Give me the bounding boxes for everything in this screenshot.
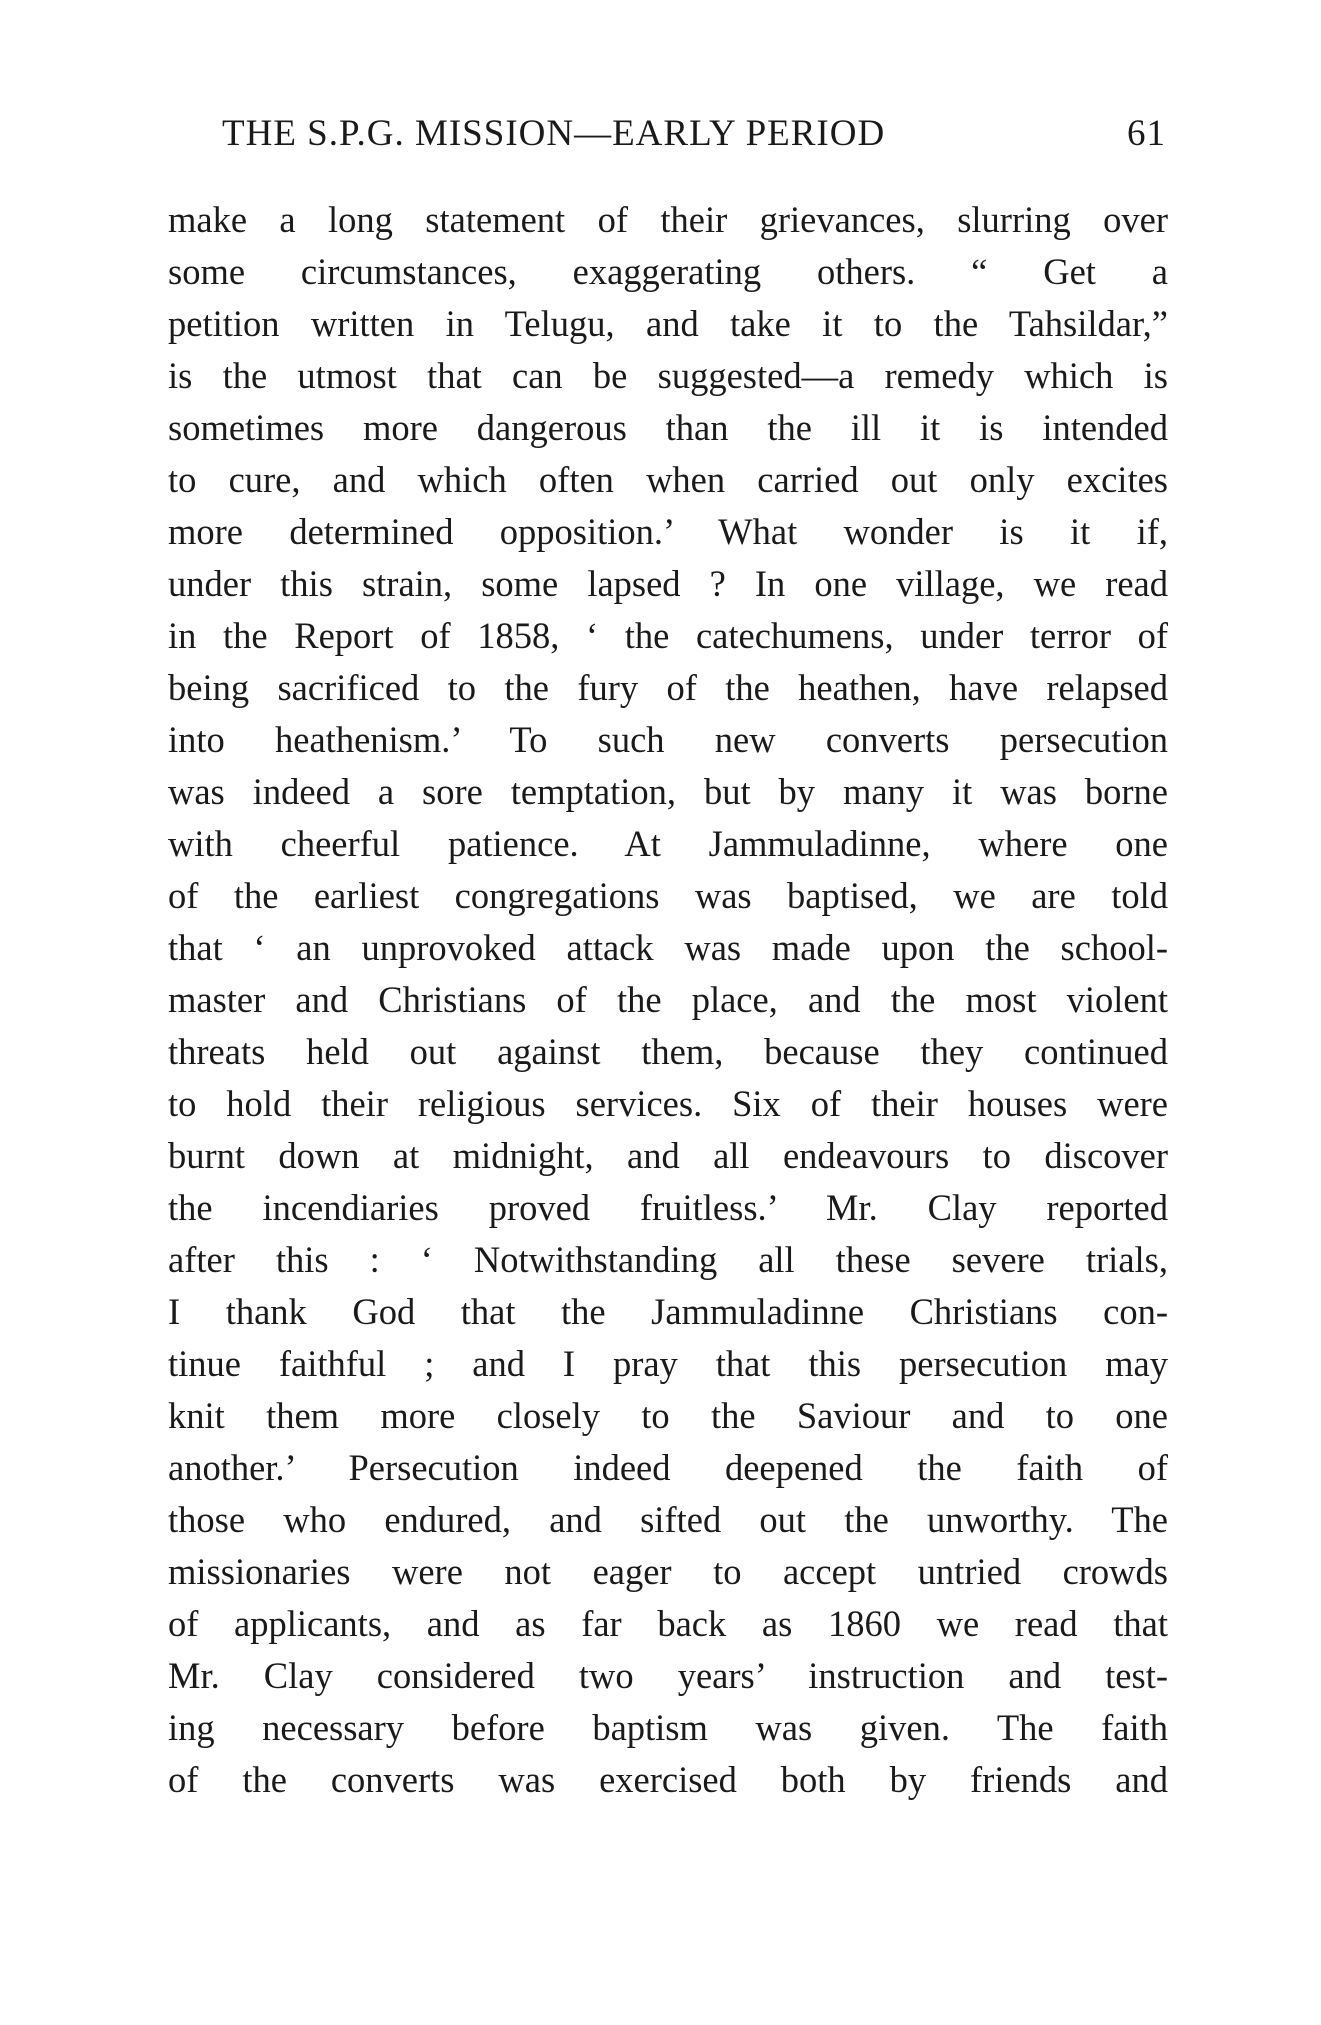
text-line: to hold their religious services. Six of their houses were	[168, 1083, 1168, 1124]
body-text	[168, 194, 1168, 1806]
text-line: ing necessary before baptism was given. The faith	[168, 1707, 1168, 1748]
text-line: that ‘ an unprovoked attack was made upon the school-	[168, 927, 1168, 968]
text-line: another.’ Persecution indeed deepened the faith of	[168, 1447, 1168, 1488]
text-line: was indeed a sore temptation, but by many it was borne	[168, 771, 1168, 812]
text-line: master and Christians of the place, and the most violent	[168, 979, 1168, 1020]
text-line: under this strain, some lapsed ? In one village, we read	[168, 563, 1168, 604]
text-line: in the Report of 1858, ‘ the catechumens, under terror of	[168, 615, 1168, 656]
text-line: is the utmost that can be suggested—a remedy which is	[168, 355, 1168, 396]
text-line: to cure, and which often when carried out only excites	[168, 459, 1168, 500]
text-line: tinue faithful ; and I pray that this persecution may	[168, 1343, 1168, 1384]
text-line: missionaries were not eager to accept untried crowds	[168, 1551, 1168, 1592]
text-line: burnt down at midnight, and all endeavours to discover	[168, 1135, 1168, 1176]
text-line: threats held out against them, because they continued	[168, 1031, 1168, 1072]
text-line: make a long statement of their grievances, slurring over	[168, 199, 1168, 240]
text-line: after this : ‘ Notwithstanding all these severe trials,	[168, 1239, 1168, 1280]
text-line: of applicants, and as far back as 1860 we read that	[168, 1603, 1168, 1644]
text-line: with cheerful patience. At Jammuladinne, where one	[168, 823, 1168, 864]
text-line: sometimes more dangerous than the ill it is intended	[168, 407, 1168, 448]
running-title: THE S.P.G. MISSION—EARLY PERIOD	[222, 113, 886, 154]
text-line: the incendiaries proved fruitless.’ Mr. Clay reported	[168, 1187, 1168, 1228]
text-line: of the earliest congregations was baptised, we are told	[168, 875, 1168, 916]
text-line: of the converts was exercised both by friends and	[168, 1759, 1168, 1800]
text-line: into heathenism.’ To such new converts persecution	[168, 719, 1168, 760]
running-head	[222, 106, 1166, 162]
text-line: petition written in Telugu, and take it to the Tahsildar,”	[168, 303, 1168, 344]
text-line: Mr. Clay considered two years’ instruction and test-	[168, 1655, 1168, 1696]
text-line: some circumstances, exaggerating others. “ Get a	[168, 251, 1168, 292]
text-line: being sacrificed to the fury of the heathen, have relapsed	[168, 667, 1168, 708]
page-number: 61	[1127, 113, 1166, 154]
text-line: more determined opposition.’ What wonder is it if,	[168, 511, 1168, 552]
text-line: knit them more closely to the Saviour and to one	[168, 1395, 1168, 1436]
text-line: I thank God that the Jammuladinne Christians con-	[168, 1291, 1168, 1332]
text-line: those who endured, and sifted out the unworthy. The	[168, 1499, 1168, 1540]
